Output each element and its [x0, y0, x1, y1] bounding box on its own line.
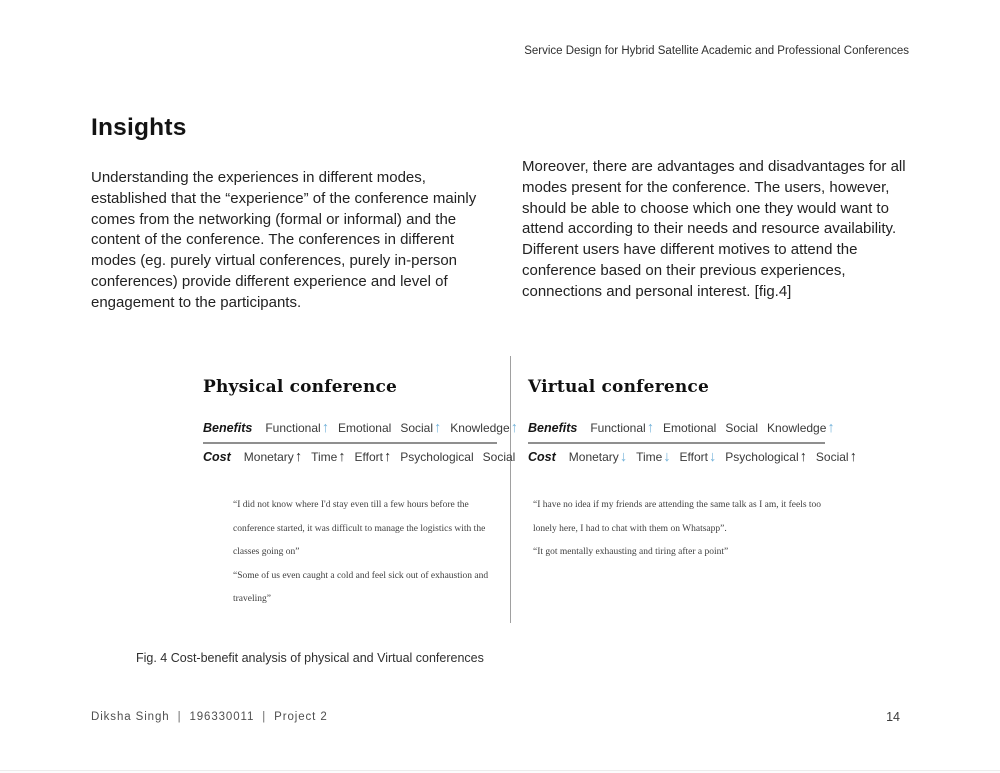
footer-separator: | — [262, 711, 267, 723]
up-arrow-icon: ↑ — [321, 420, 329, 436]
user-quote: “Some of us even caught a cold and feel sick out of exhaustion and traveling” — [233, 570, 489, 604]
factor-label: Psychological — [725, 450, 799, 464]
benefits-row-physical — [203, 420, 518, 436]
factor-label: Social — [400, 421, 434, 435]
benefits-row-virtual — [528, 420, 835, 436]
cost-label: Cost — [528, 450, 556, 464]
factor-item — [450, 421, 518, 435]
factor-label: Psychological — [400, 450, 474, 464]
cost-items-physical — [244, 449, 525, 465]
body-paragraph-right: Moreover, there are advantages and disadvantages for all modes present for the conference. The users, however, should be able to choose which one they would want to attend according to their needs and resource availability. Different users have different motives to attend the conference based on their previous experiences, connections and personal interest. [fig.4] — [522, 158, 906, 300]
factor-item — [816, 450, 857, 464]
factor-item — [400, 450, 473, 464]
footer-separator: | — [177, 711, 182, 723]
cost-row-virtual — [528, 449, 857, 465]
down-arrow-icon: ↓ — [619, 449, 628, 465]
figure-column-title-virtual: Virtual conference — [528, 377, 709, 397]
up-arrow-icon: ↑ — [510, 420, 518, 436]
figure-column-physical — [203, 377, 518, 612]
factor-label: Knowledge — [767, 421, 827, 435]
benefits-label: Benefits — [528, 421, 578, 435]
factor-item — [400, 421, 441, 435]
factor-item — [590, 421, 654, 435]
factor-label: Functional — [590, 421, 646, 435]
factor-item — [725, 450, 807, 464]
down-arrow-icon: ↓ — [663, 449, 671, 465]
factor-item — [338, 421, 391, 435]
footer — [91, 711, 328, 723]
factor-item — [244, 450, 302, 464]
factor-label: Effort — [354, 450, 384, 464]
figure-rule-virtual — [528, 442, 825, 444]
footer-project: Project 2 — [274, 711, 328, 723]
user-quote: “It got mentally exhausting and tiring after a point” — [533, 547, 729, 557]
quotes-physical — [233, 494, 491, 612]
factor-item — [680, 450, 717, 464]
factor-item — [636, 450, 670, 464]
up-arrow-icon: ↑ — [434, 420, 442, 436]
page-number: 14 — [886, 710, 900, 724]
factor-label: Social — [482, 450, 516, 464]
cost-row-physical — [203, 449, 516, 465]
footer-student-id: 196330011 — [189, 711, 255, 723]
cost-items-virtual — [569, 449, 866, 465]
benefits-label: Benefits — [203, 421, 253, 435]
up-arrow-icon: ↑ — [799, 449, 807, 465]
up-arrow-icon: ↑ — [294, 449, 303, 465]
quotes-virtual — [533, 494, 826, 565]
cost-label: Cost — [203, 450, 231, 464]
figure-column-divider — [510, 356, 511, 623]
factor-label: Emotional — [662, 421, 717, 435]
factor-label: Time — [311, 450, 338, 464]
up-arrow-icon: ↑ — [646, 420, 654, 436]
user-quote: “I did not know where I'd stay even till a few hours before the conference started, it was difficult to manage the logistics with the classes going on” — [233, 500, 486, 557]
figure-caption: Fig. 4 Cost-benefit analysis of physical and Virtual conferences — [136, 651, 484, 665]
up-arrow-icon: ↑ — [338, 449, 346, 465]
figure-column-title-physical: Physical conference — [203, 377, 398, 397]
factor-item — [311, 450, 345, 464]
factor-label: Functional — [265, 421, 321, 435]
up-arrow-icon: ↑ — [827, 420, 835, 436]
factor-label: Social — [725, 421, 759, 435]
footer-author: Diksha Singh — [91, 711, 170, 723]
figure-rule-physical — [203, 442, 497, 444]
factor-item — [265, 421, 329, 435]
factor-item — [767, 421, 835, 435]
up-arrow-icon: ↑ — [384, 449, 392, 465]
factor-label: Knowledge — [450, 421, 510, 435]
factor-label: Time — [636, 450, 663, 464]
benefits-items-physical — [265, 420, 527, 436]
figure-column-virtual — [528, 377, 857, 565]
factor-label: Monetary — [568, 450, 619, 464]
running-header: Service Design for Hybrid Satellite Academic and Professional Conferences — [524, 45, 909, 57]
factor-item — [483, 450, 516, 464]
factor-item — [355, 450, 392, 464]
benefits-items-virtual — [590, 420, 843, 436]
user-quote: “I have no idea if my friends are attending the same talk as I am, it feels too lonely here, I had to chat with them on Whatsapp”. — [533, 500, 822, 534]
up-arrow-icon: ↑ — [849, 449, 857, 465]
factor-label: Monetary — [243, 450, 294, 464]
factor-item — [725, 421, 758, 435]
page-title: Insights — [91, 114, 187, 141]
down-arrow-icon: ↓ — [709, 449, 717, 465]
factor-item — [569, 450, 627, 464]
body-paragraph-left: Understanding the experiences in different modes, established that the “experience” of the conference mainly comes from the networking (formal or informal) and the content of the conference. The conferences in different modes (eg. purely virtual conferences, purely in-person conferences) provide different experience and level of engagement to the participants. — [91, 169, 477, 311]
factor-item — [663, 421, 716, 435]
factor-label: Effort — [679, 450, 709, 464]
factor-label: Social — [815, 450, 849, 464]
factor-label: Emotional — [337, 421, 392, 435]
